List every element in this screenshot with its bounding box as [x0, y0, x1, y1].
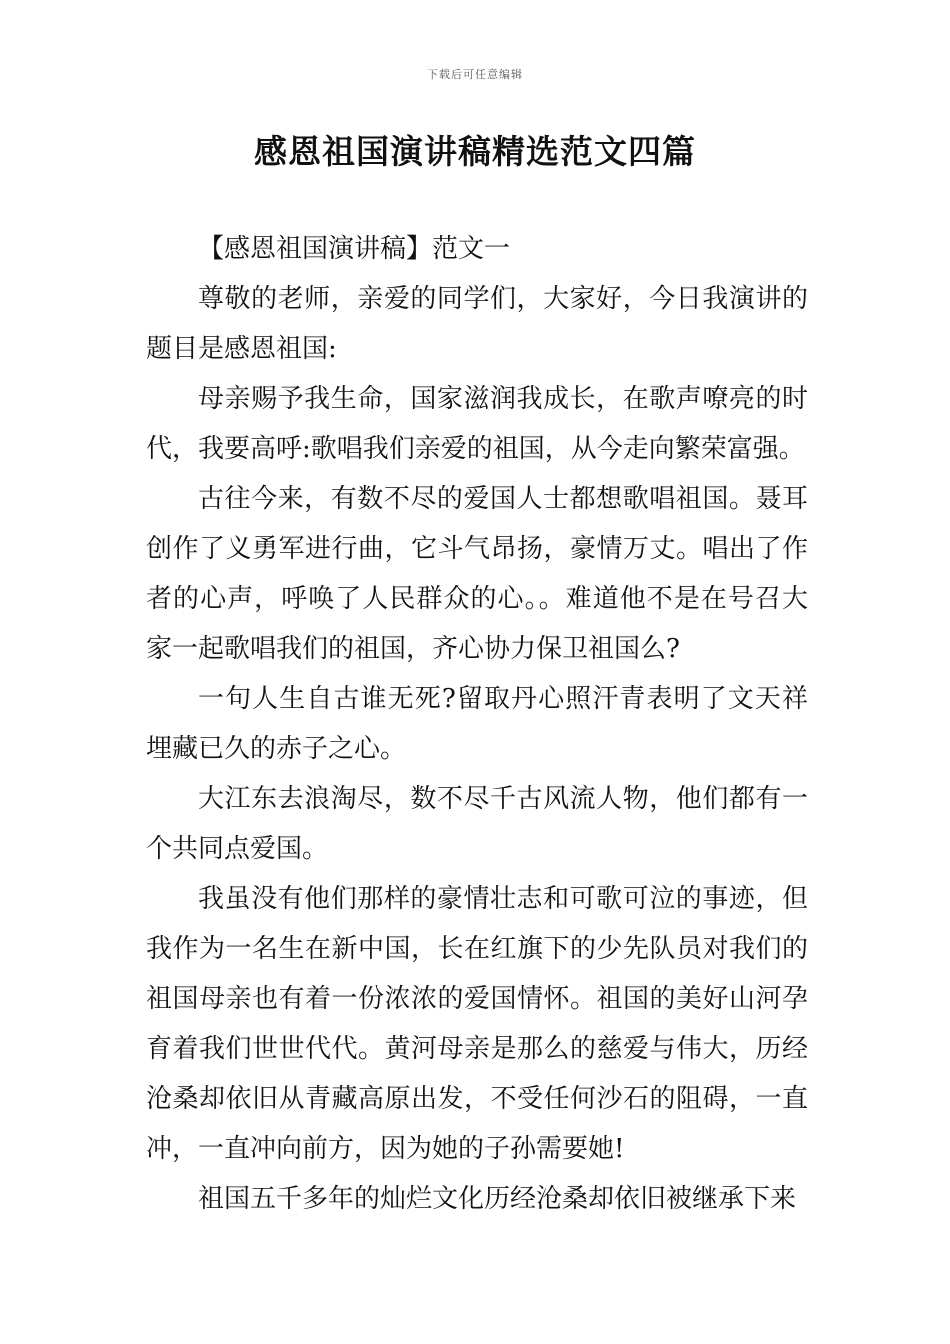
paragraph: 母亲赐予我生命，国家滋润我成长，在歌声嘹亮的时代，我要高呼:歌唱我们亲爱的祖国，从今走向繁荣富强。: [146, 384, 808, 464]
paragraph: 尊敬的老师，亲爱的同学们，大家好，今日我演讲的题目是感恩祖国:: [146, 284, 808, 364]
paragraph: 古往今来，有数不尽的爱国人士都想歌唱祖国。聂耳创作了义勇军进行曲，它斗气昂扬，豪情万丈。唱出了作者的心声，呼唤了人民群众的心。。难道他不是在号召大家一起歌唱我们的祖国，齐心协力保卫祖国么?: [146, 484, 808, 664]
document-title: 感恩祖国演讲稿精选范文四篇: [254, 132, 696, 171]
paragraph: 一句人生自古谁无死?留取丹心照汗青表明了文天祥埋藏已久的赤子之心。: [146, 684, 808, 764]
paragraph: 我虽没有他们那样的豪情壮志和可歌可泣的事迹，但我作为一名生在新中国，长在红旗下的少先队员对我们的祖国母亲也有着一份浓浓的爱国情怀。祖国的美好山河孕育着我们世世代代。黄河母亲是那么的慈爱与伟大，历经沧桑却依旧从青藏高原出发，不受任何沙石的阻碍，一直冲，一直冲向前方，因为她的子孙需要她!: [146, 884, 808, 1164]
paragraph: 大江东去浪淘尽，数不尽千古风流人物，他们都有一个共同点爱国。: [146, 784, 808, 864]
section-label: 【感恩祖国演讲稿】范文一: [198, 234, 511, 264]
header-note: 下载后可任意编辑: [427, 68, 523, 81]
document-body: [146, 224, 808, 1224]
paragraph: 祖国五千多年的灿烂文化历经沧桑却依旧被继承下来: [198, 1184, 797, 1214]
